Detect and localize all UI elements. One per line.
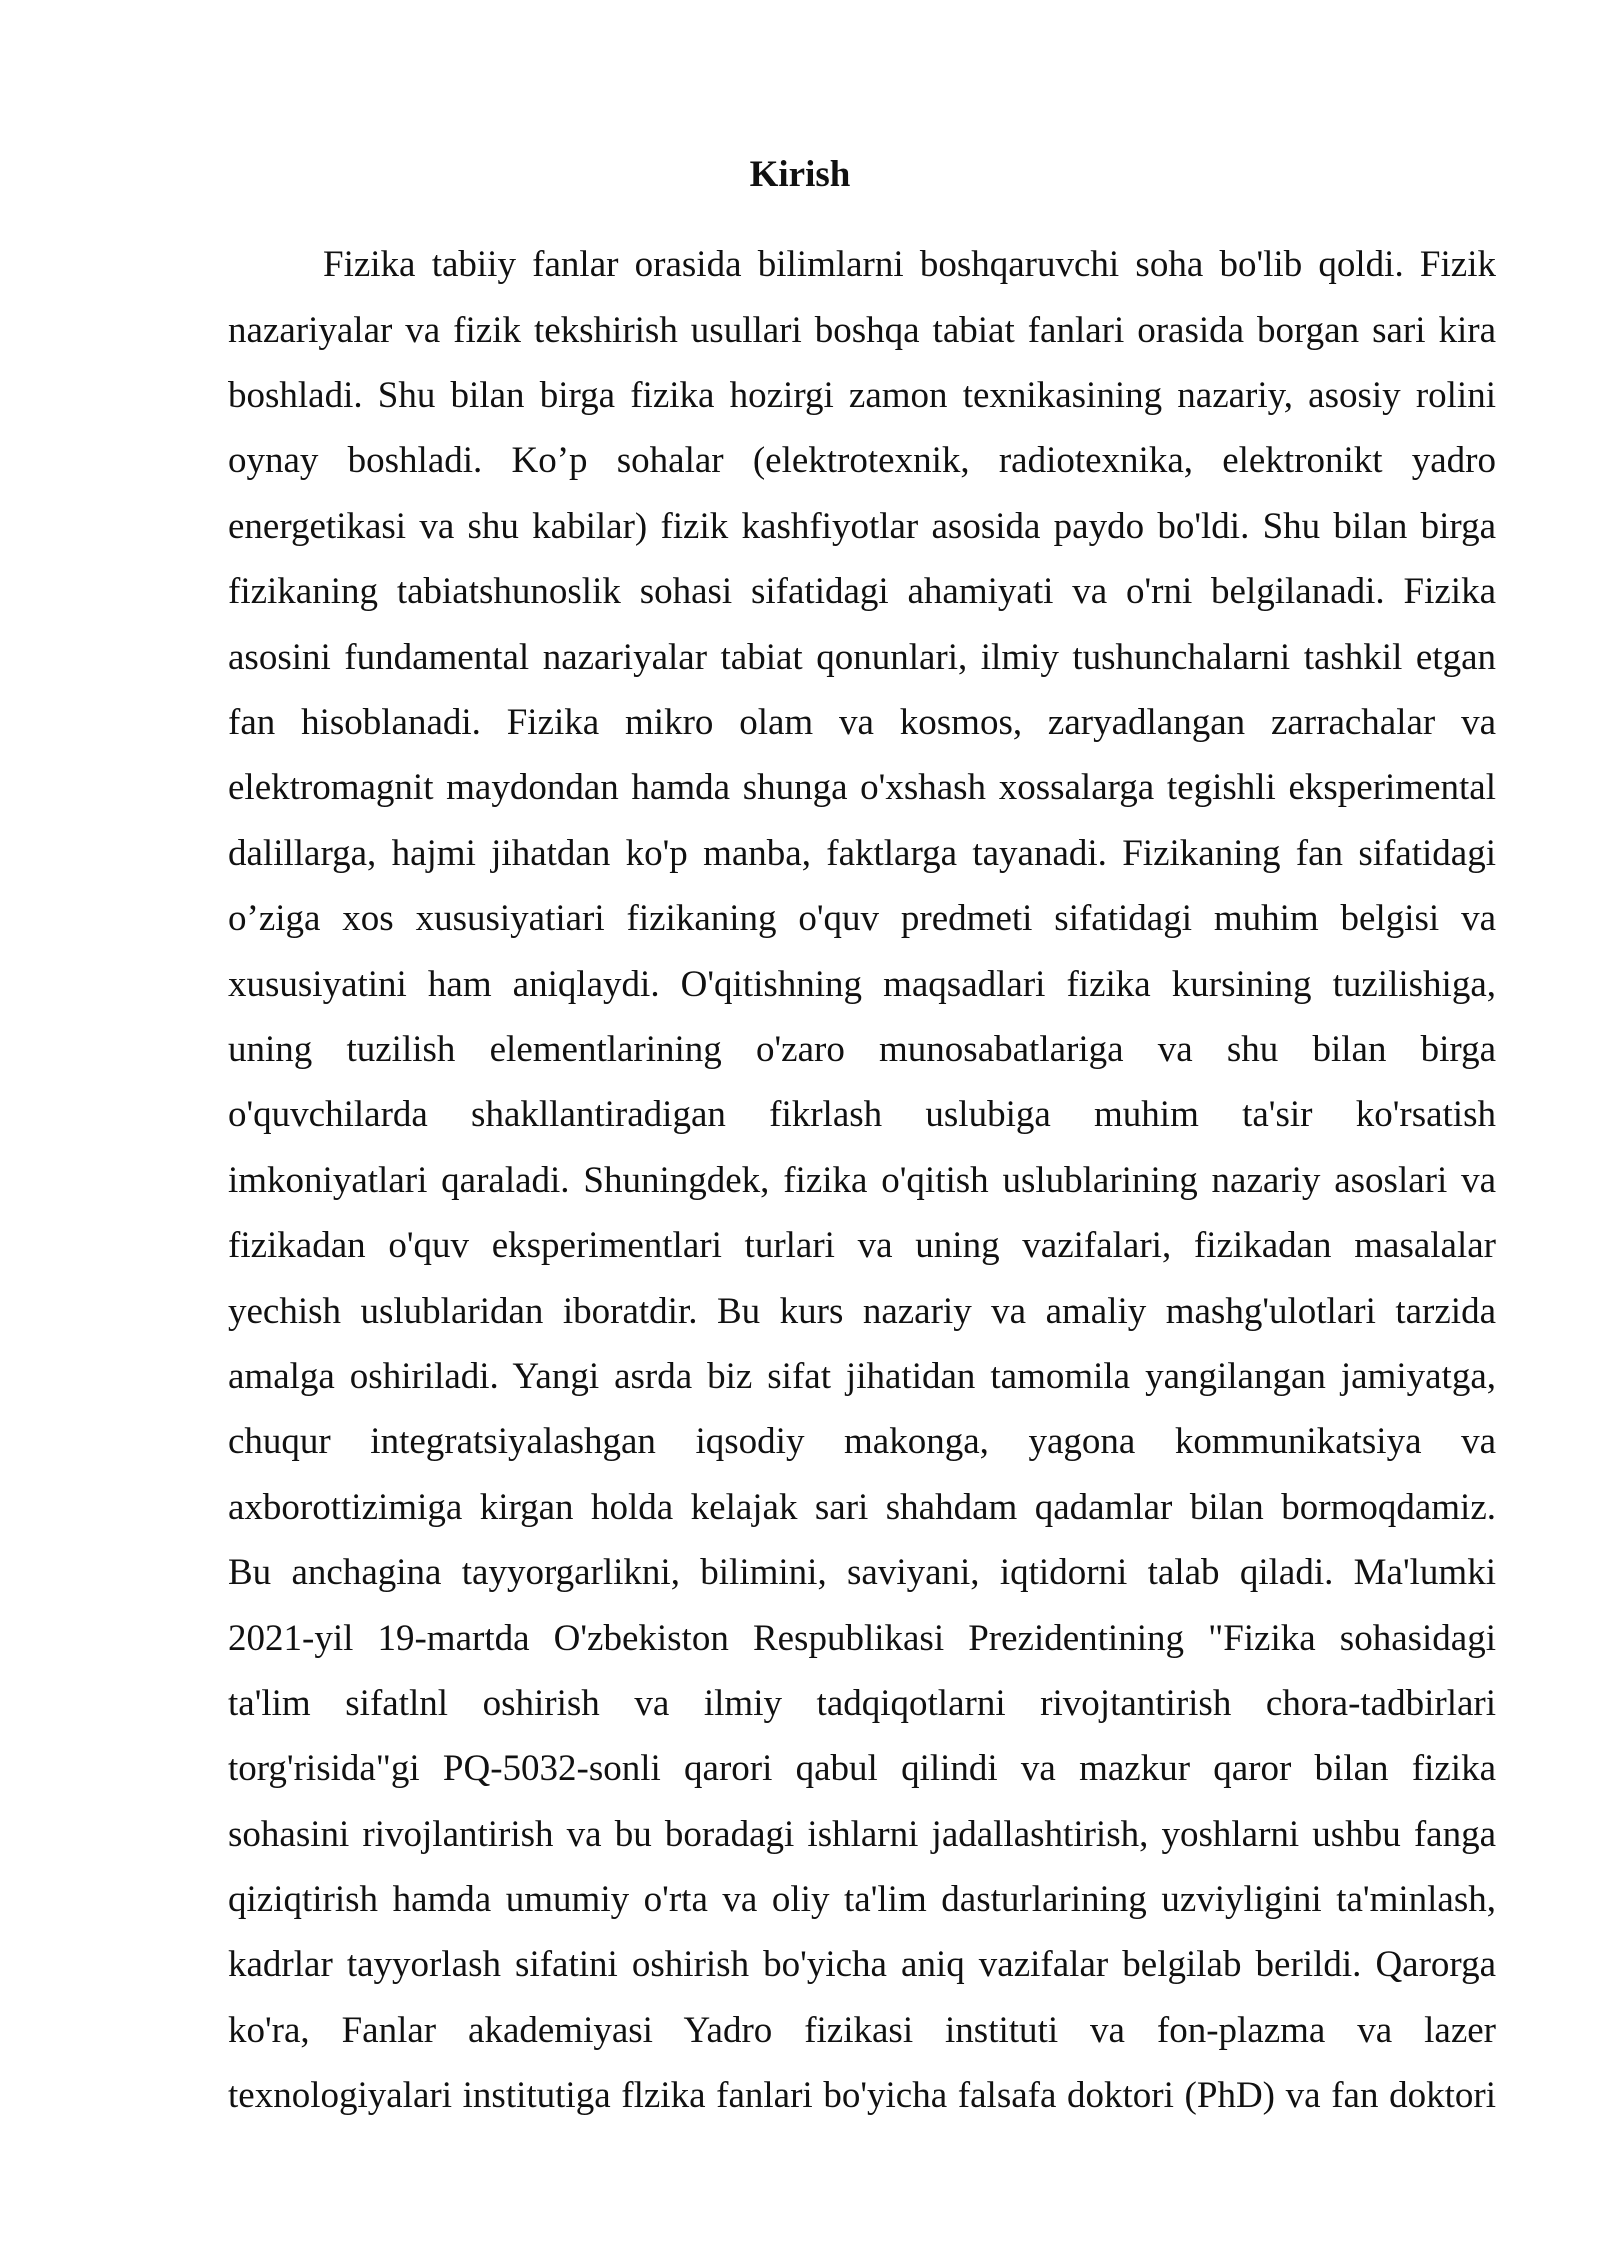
text-line: torg'risida"gi PQ-5032-sonli qarori qabul qilindi va mazkur qaror bilan fizika (228, 1748, 1496, 1790)
text-line: fizikadan o'quv eksperimentlari turlari va uning vazifalari, fizikadan masalalar (228, 1225, 1496, 1267)
text-line: Bu anchagina tayyorgarlikni, bilimini, saviyani, iqtidorni talab qiladi. Ma'lumki (228, 1552, 1496, 1594)
text-line: asosini fundamental nazariyalar tabiat qonunlari, ilmiy tushunchalarni tashkil etgan (228, 636, 1496, 678)
text-line: o'quvchilarda shakllantiradigan fikrlash uslubiga muhim ta'sir ko'rsatish (228, 1094, 1496, 1136)
text-line: 2021-yil 19-martda O'zbekiston Respublikasi Prezidentining "Fizika sohasidagi (228, 1617, 1496, 1659)
text-line: boshladi. Shu bilan birga fizika hozirgi zamon texnikasining nazariy, asosiy rolini (228, 375, 1496, 417)
text-line: chuqur integratsiyalashgan iqsodiy makonga, yagona kommunikatsiya va (228, 1421, 1496, 1463)
body-paragraph (228, 232, 1496, 2128)
text-line: elektromagnit maydondan hamda shunga o'xshash xossalarga tegishli eksperimental (228, 767, 1496, 809)
text-line: texnologiyalari institutiga flzika fanlari bo'yicha falsafa doktori (PhD) va fan doktori (228, 2075, 1496, 2117)
text-line: Fizika tabiiy fanlar orasida bilimlarni boshqaruvchi soha bo'lib qoldi. Fizik (323, 244, 1496, 286)
section-title: Kirish (749, 154, 851, 195)
text-line: uning tuzilish elementlarining o'zaro munosabatlariga va shu bilan birga (228, 1028, 1496, 1070)
text-line: qiziqtirish hamda umumiy o'rta va oliy ta'lim dasturlarining uzviyligini ta'minlash, (228, 1879, 1496, 1921)
text-line: dalillarga, hajmi jihatdan ko'p manba, faktlarga tayanadi. Fizikaning fan sifatidagi (228, 832, 1496, 874)
text-line: fan hisoblanadi. Fizika mikro olam va kosmos, zaryadlangan zarrachalar va (228, 702, 1496, 744)
text-line: ta'lim sifatlnl oshirish va ilmiy tadqiqotlarni rivojtantirish chora-tadbirlari (228, 1682, 1496, 1724)
text-line: nazariyalar va fizik tekshirish usullari boshqa tabiat fanlari orasida borgan sari kira (228, 309, 1496, 351)
text-line: yechish uslublaridan iboratdir. Bu kurs nazariy va amaliy mashg'ulotlari tarzida (228, 1290, 1496, 1332)
text-line: kadrlar tayyorlash sifatini oshirish bo'yicha aniq vazifalar belgilab berildi. Qarorga (228, 1944, 1496, 1986)
text-line: fizikaning tabiatshunoslik sohasi sifatidagi ahamiyati va o'rni belgilanadi. Fizika (228, 571, 1496, 613)
text-line: oynay boshladi. Ko’p sohalar (elektrotexnik, radiotexnika, elektronikt yadro (228, 440, 1496, 482)
text-line: imkoniyatlari qaraladi. Shuningdek, fizika o'qitish uslublarining nazariy asoslari va (228, 1159, 1496, 1201)
text-line: xususiyatini ham aniqlaydi. O'qitishning maqsadlari fizika kursining tuzilishiga, (228, 963, 1496, 1005)
text-line: amalga oshiriladi. Yangi asrda biz sifat jihatidan tamomila yangilangan jamiyatga, (228, 1355, 1496, 1397)
text-line: axborottizimiga kirgan holda kelajak sari shahdam qadamlar bilan bormoqdamiz. (228, 1486, 1496, 1528)
text-line: energetikasi va shu kabilar) fizik kashfiyotlar asosida paydo bo'ldi. Shu bilan birga (228, 505, 1496, 547)
text-line: sohasini rivojlantirish va bu boradagi ishlarni jadallashtirish, yoshlarni ushbu fanga (228, 1813, 1496, 1855)
text-line: ko'ra, Fanlar akademiyasi Yadro fizikasi instituti va fon-plazma va lazer (228, 2009, 1496, 2051)
text-line: o’ziga xos xususiyatiari fizikaning o'quv predmeti sifatidagi muhim belgisi va (228, 898, 1496, 940)
